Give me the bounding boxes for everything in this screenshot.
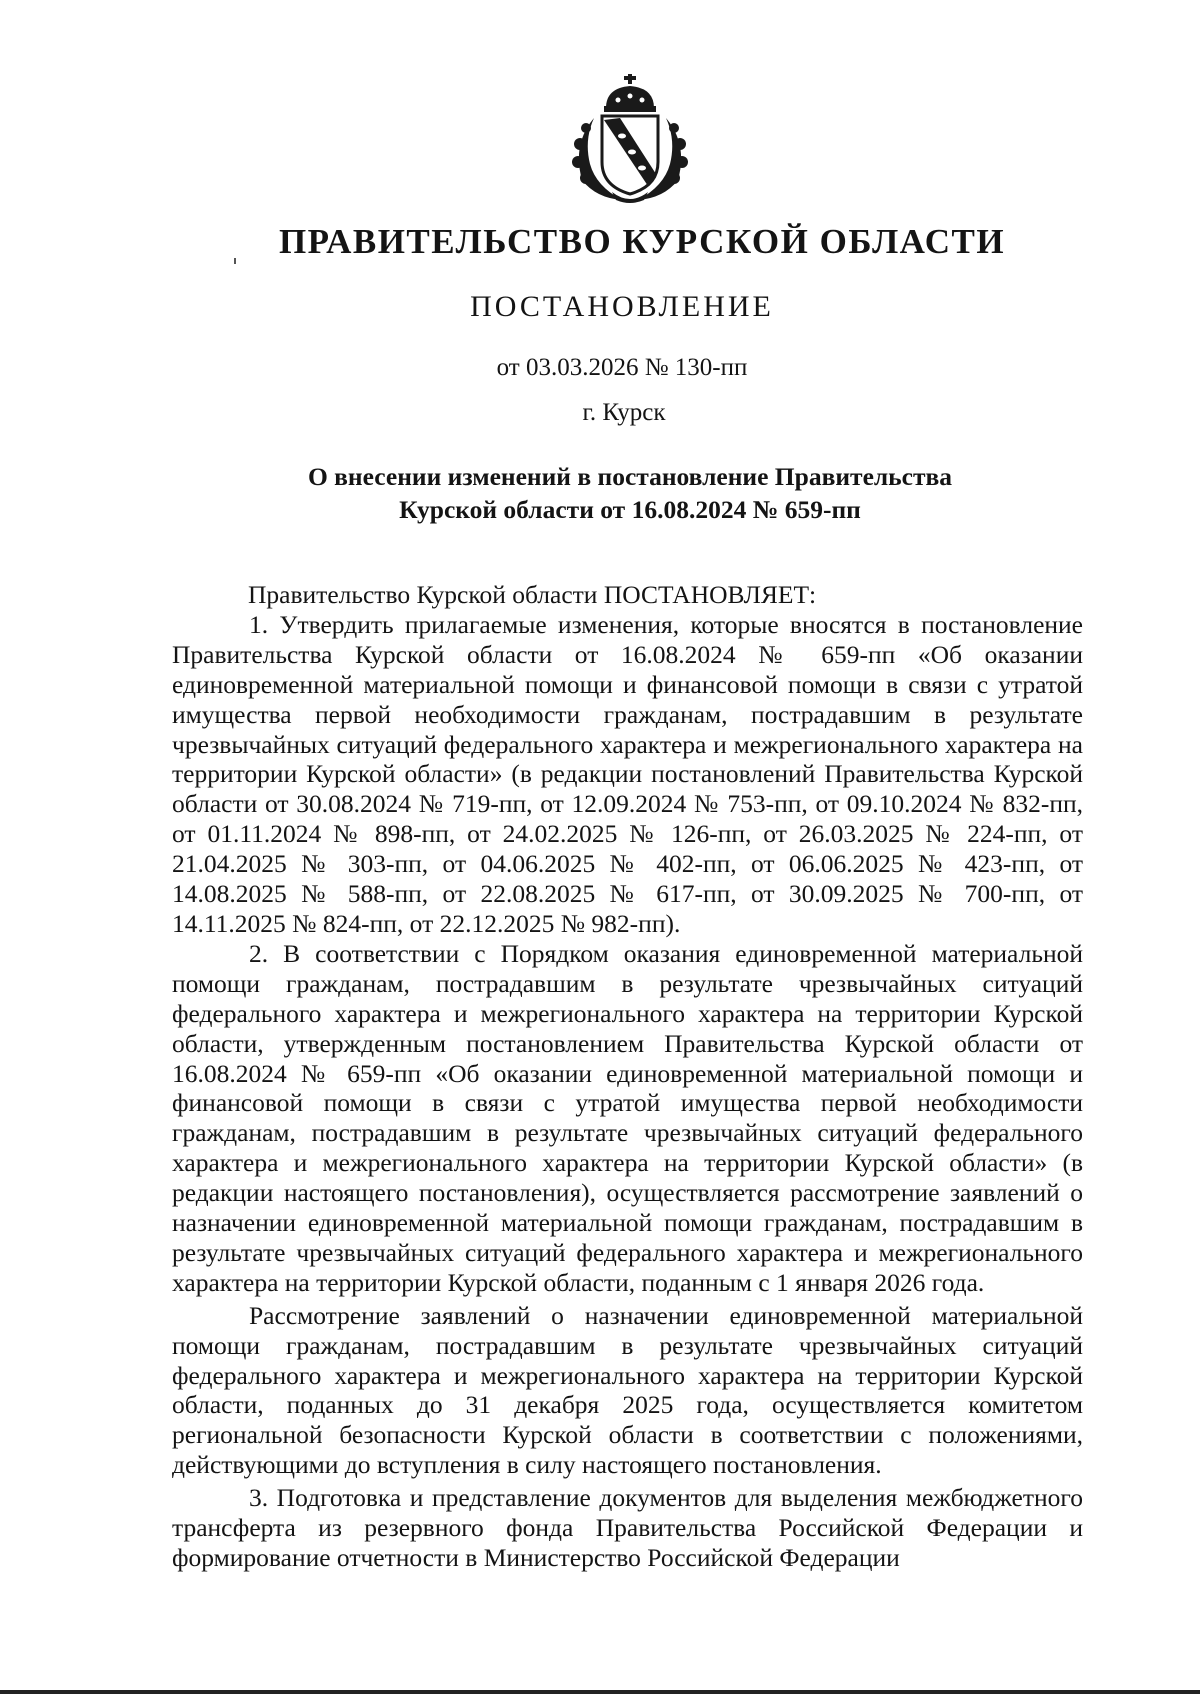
subject-line-1: О внесении изменений в постановление Правительства (307, 462, 953, 491)
document-city: г. Курск (582, 399, 666, 426)
page-bottom-edge (0, 1690, 1200, 1694)
body-paragraph-2: 2. В соответствии с Порядком оказания единовременной материальной помощи гражданам, пострадавшим в результате чрезвычайных ситуаций федерального характера и межрегионального характера на территории Курской области, утвержденным постановлением Правительства Курской области от 16.08.2024 № 659-пп «Об оказании единовременной материальной помощи и финансовой помощи в связи с утратой имущества первой необходимости гражданам, пострадавшим в результате чрезвычайных ситуаций федерального характера и межрегионального характера на территории Курской области» (в редакции настоящего постановления), осуществляется рассмотрение заявлений о назначении единовременной материальной помощи гражданам, пострадавшим в результате чрезвычайных ситуаций федерального характера и межрегионального характера на территории Курской области, поданным с 1 января 2026 года. (172, 938, 1083, 1297)
organization-title: ПРАВИТЕЛЬСТВО КУРСКОЙ ОБЛАСТИ (278, 222, 1006, 261)
document-type: ПОСТАНОВЛЕНИЕ (470, 290, 774, 323)
document-subject (240, 460, 1020, 526)
body-paragraph-1: 1. Утвердить прилагаемые изменения, которые вносятся в постановление Правительства Курской области от 16.08.2024 № 659-пп «Об оказании единовременной материальной помощи и финансовой помощи в связи с утратой имущества первой необходимости гражданам, пострадавшим в результате чрезвычайных ситуаций федерального характера и межрегионального характера на территории Курской области» (в редакции постановлений Правительства Курской области от 30.08.2024 № 719-пп, от 12.09.2024 № 753-пп, от 09.10.2024 № 832-пп, от 01.11.2024 № 898-пп, от 24.02.2025 № 126-пп, от 26.03.2025 № 224-пп, от 21.04.2025 № 303-пп, от 04.06.2025 № 402-пп, от 06.06.2025 № 423-пп, от 14.08.2025 № 588-пп, от 22.08.2025 № 617-пп, от 30.09.2025 № 700-пп, от 14.11.2025 № 824-пп, от 22.12.2025 № 982-пп). (172, 609, 1083, 938)
kursk-coat-of-arms-icon (566, 74, 694, 204)
document-date-number: от 03.03.2026 № 130-пп (496, 354, 748, 381)
body-paragraph-3: Рассмотрение заявлений о назначении единовременной материальной помощи гражданам, пострадавшим в результате чрезвычайных ситуаций федерального характера и межрегионального характера на территории Курской области, поданных до 31 декабря 2025 года, осуществляется комитетом региональной безопасности Курской области в соответствии с положениями, действующими до вступления в силу настоящего постановления. (172, 1300, 1083, 1480)
document-body (172, 580, 1083, 1573)
body-paragraph-4: 3. Подготовка и представление документов для выделения межбюджетного трансферта из резервного фонда Правительства Российской Федерации и формирование отчетности в Министерство Российской Федерации (172, 1483, 1083, 1572)
subject-line-2: Курской области от 16.08.2024 № 659-пп (399, 495, 861, 524)
body-lead: Правительство Курской области ПОСТАНОВЛЯЕТ: (248, 580, 817, 609)
